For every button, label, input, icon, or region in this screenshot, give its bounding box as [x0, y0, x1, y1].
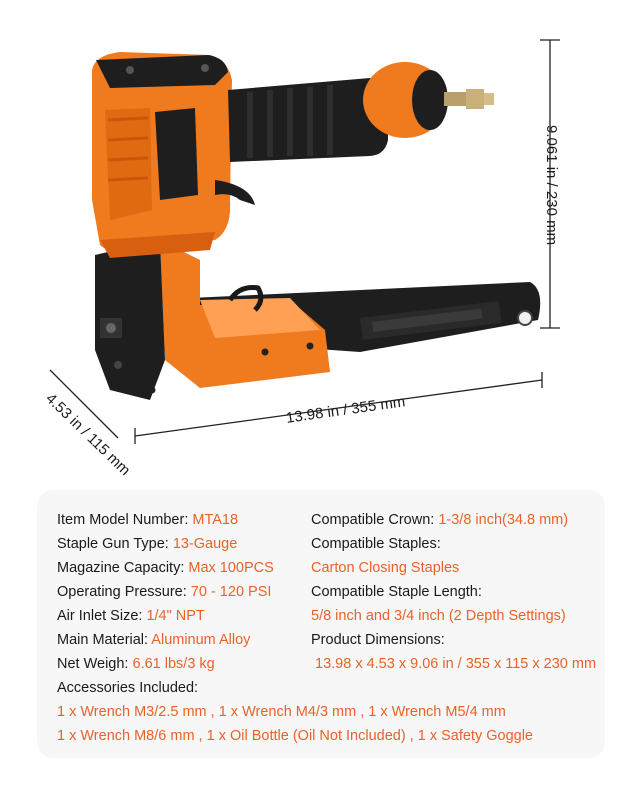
spec-model [57, 512, 238, 528]
height-dimension: 9.061 in / 230 mm [543, 125, 560, 246]
spec-gauge-value: 13-Gauge [172, 536, 238, 552]
spec-model-label: Item Model Number: [57, 512, 189, 528]
spec-product-dims-label: Product Dimensions: [311, 632, 445, 648]
spec-inlet [57, 608, 205, 624]
spec-staple-length-label: Compatible Staple Length: [311, 584, 482, 600]
spec-weight-value: 6.61 lbs/3 kg [132, 656, 215, 672]
main-body [92, 52, 232, 258]
driver-block [95, 240, 165, 400]
spec-staples-value: Carton Closing Staples [311, 560, 460, 576]
spec-inlet-value: 1/4" NPT [146, 608, 205, 624]
length-dimension: 13.98 in / 355 mm [285, 393, 407, 427]
spec-card [37, 490, 605, 758]
spec-material-value: Aluminum Alloy [151, 632, 251, 648]
spec-product-dims-value: 13.98 x 4.53 x 9.06 in / 355 x 115 x 230 mm [315, 656, 597, 672]
lower-body [149, 240, 331, 394]
spec-accessories-label: Accessories Included: [57, 680, 199, 696]
spec-inlet-label: Air Inlet Size: [57, 608, 143, 624]
spec-capacity [57, 560, 274, 576]
air-inlet [363, 62, 494, 138]
spec-pressure-value: 70 - 120 PSI [190, 584, 272, 600]
spec-accessories-line2: 1 x Wrench M8/6 mm , 1 x Oil Bottle (Oil Not Included) , 1 x Safety Goggle [57, 728, 534, 744]
spec-material-label: Main Material: [57, 632, 149, 648]
spec-gauge-label: Staple Gun Type: [57, 536, 169, 552]
spec-staples-label: Compatible Staples: [311, 536, 441, 552]
spec-crown-label: Compatible Crown: [311, 512, 435, 528]
spec-weight-label: Net Weigh: [57, 656, 129, 672]
spec-model-value: MTA18 [192, 512, 239, 528]
spec-crown-value: 1-3/8 inch(34.8 mm) [438, 512, 569, 528]
spec-capacity-value: Max 100PCS [188, 560, 274, 576]
spec-capacity-label: Magazine Capacity: [57, 560, 185, 576]
spec-weight [57, 656, 215, 672]
depth-dimension: 4.53 in / 115 mm [42, 390, 134, 480]
spec-pressure-label: Operating Pressure: [57, 584, 187, 600]
spec-crown [311, 512, 568, 528]
spec-pressure [57, 584, 271, 600]
spec-gauge [57, 536, 237, 552]
spec-staple-length-value: 5/8 inch and 3/4 inch (2 Depth Settings) [311, 608, 566, 624]
spec-accessories-line1: 1 x Wrench M3/2.5 mm , 1 x Wrench M4/3 mm , 1 x Wrench M5/4 mm [57, 704, 506, 720]
handle-grip [228, 78, 388, 162]
spec-material [57, 632, 250, 648]
